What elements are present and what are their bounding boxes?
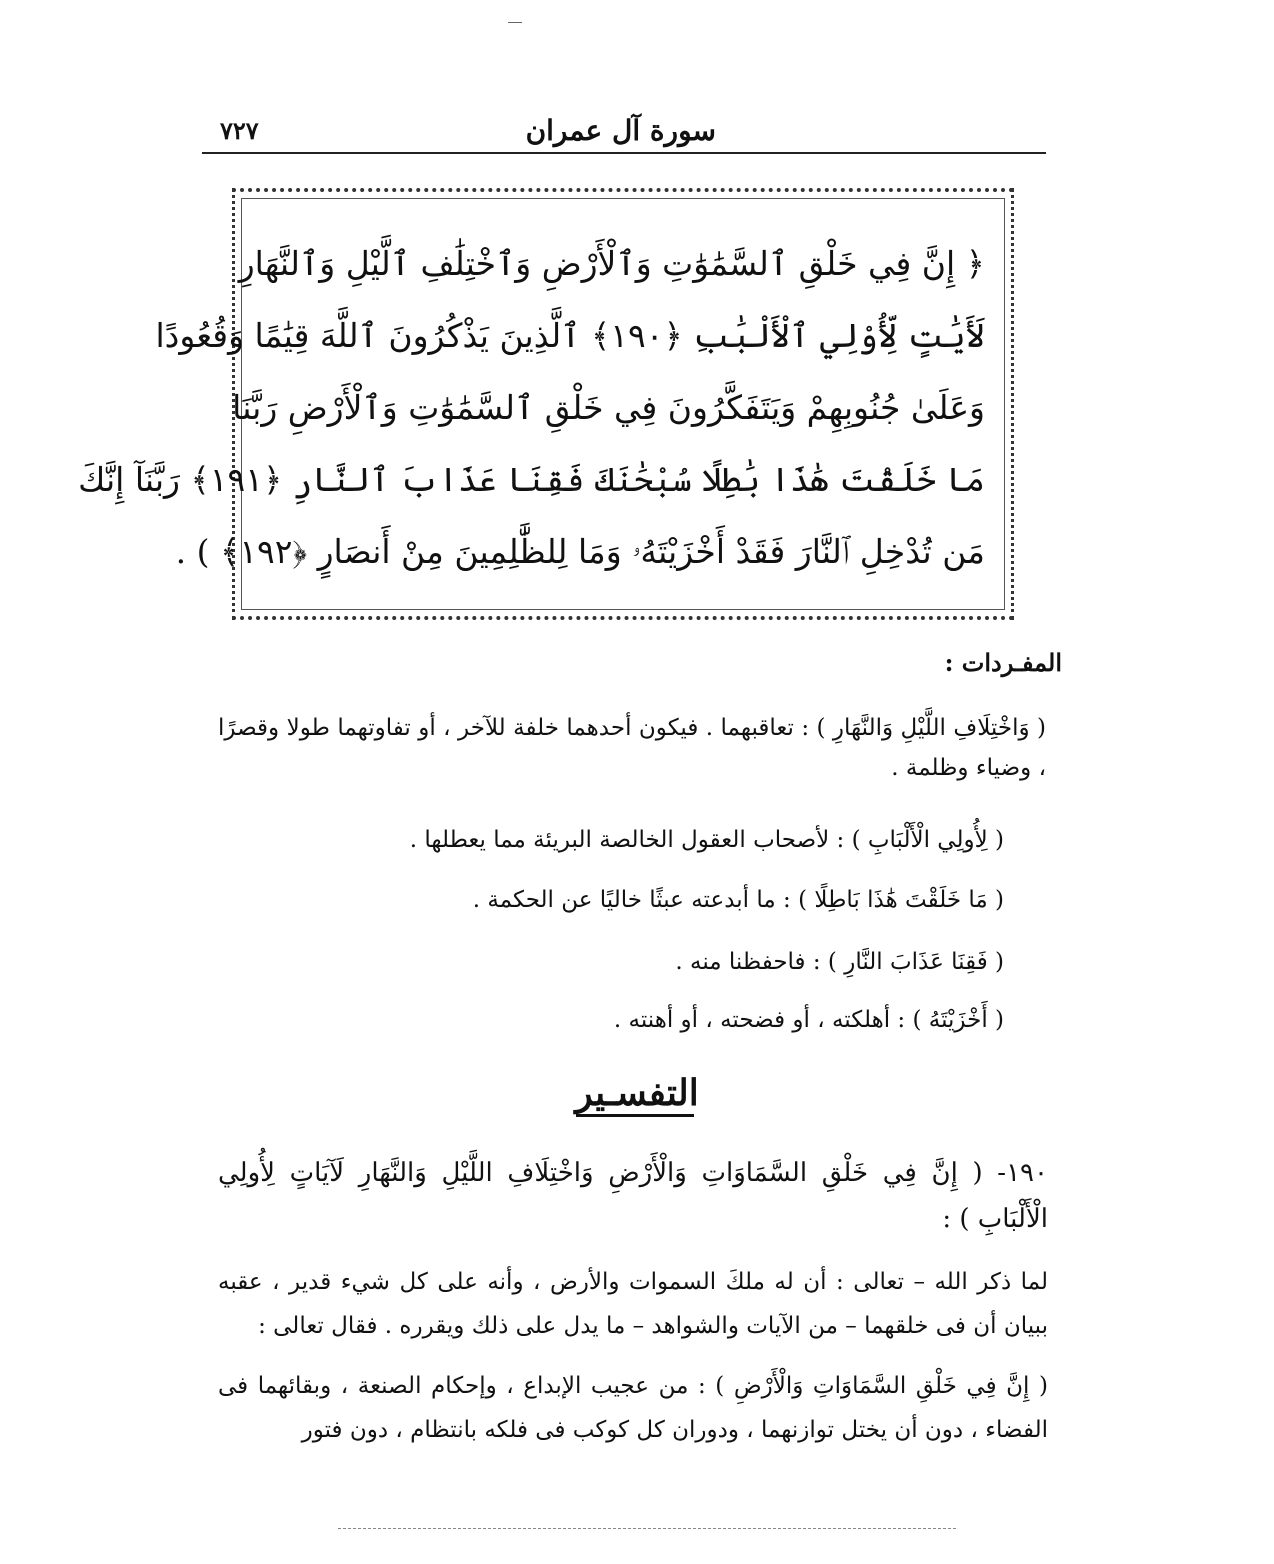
verse-line-3: وَعَلَىٰ جُنُوبِهِمْ وَيَتَفَكَّرُونَ فِي خَلْقِ ٱلسَّمَٰوَٰتِ وَٱلْأَرْضِ رَبَّنَا: [232, 388, 985, 427]
verse-line-2: لَأَيَٰتٍ لِّأُوْلِي ٱلْأَلْبَٰبِ ﴿١٩٠﴾ ٱلَّذِينَ يَذْكُرُونَ ٱللَّهَ قِيَٰمًا وَقُعُودًا: [155, 316, 985, 355]
vocab-entry-1: ( وَاخْتِلَافِ اللَّيْلِ وَالنَّهَارِ ) : تعاقبهما . فيكون أحدهما خلفة للآخر ، أو تفاوتهما طولا وقصرًا ، وضياء وظلمة .: [218, 715, 1046, 781]
vocab-entry-2: ( لِأُولِي الْأَلْبَابِ ) : لأصحاب العقول الخالصة البريئة مما يعطلها .: [409, 827, 1004, 853]
tafsir-paragraph-1: لما ذكر الله – تعالى : أن له ملكَ السموات والأرض ، وأنه على كل شيء قدير ، عقبه ببيان أن فى خلقهما – من الآيات والشواهد – ما يدل على ذلك ويقرره . فقال تعالى :: [218, 1269, 1048, 1339]
vocab-entry-5: ( أَخْزَيْتَهُ ) : أهلكته ، أو فضحته ، أو أهنته .: [613, 1007, 1004, 1033]
tafsir-title: التفسـير: [575, 1072, 699, 1114]
page-number: ٧٢٧: [220, 116, 259, 145]
tafsir-paragraph-2: ( إِنَّ فِي خَلْقِ السَّمَاوَاتِ وَالْأَرْضِ ) : من عجيب الإبداع ، وإحكام الصنعة ، وبقائهما فى الفضاء ، دون أن يختل توازنهما ، ودوران كل كوكب فى فلكه بانتظام ، دون فتور: [218, 1373, 1048, 1443]
tafsir-verse-heading: ١٩٠- ( إِنَّ فِي خَلْقِ السَّمَاوَاتِ وَالْأَرْضِ وَاخْتِلَافِ اللَّيْلِ وَالنَّهَارِ لَآيَاتٍ لِأُولِي الْأَلْبَابِ ) :: [218, 1158, 1048, 1234]
verse-frame: [78, 188, 1014, 620]
tafsir-underline: [576, 1114, 694, 1117]
vocab-heading: المفـردات :: [944, 648, 1062, 677]
vocab-entry-4: ( فَقِنَا عَذَابَ النَّارِ ) : فاحفظنا منه .: [675, 949, 1004, 975]
surah-title: سورة آل عمران: [525, 114, 716, 147]
header-rule: [202, 152, 1046, 154]
page-header: [202, 110, 1046, 154]
scan-mark: [508, 22, 522, 23]
verse-line-4: مَا خَلَقْتَ هَٰذَا بَٰطِلًا سُبْحَٰنَكَ فَقِنَا عَذَابَ ٱلنَّارِ ﴿١٩١﴾ رَبَّنَآ إِنَّكَ: [78, 460, 985, 499]
footer-rule: [338, 1528, 956, 1529]
verse-line-1: ﴿ إِنَّ فِي خَلْقِ ٱلسَّمَٰوَٰتِ وَٱلْأَرْضِ وَٱخْتِلَٰفِ ٱلَّيْلِ وَٱلنَّهَارِ: [238, 244, 985, 283]
vocab-entry-3: ( مَا خَلَقْتَ هَٰذَا بَاطِلًا ) : ما أبدعته عبثًا خاليًا عن الحكمة .: [472, 887, 1004, 913]
verse-line-5: مَن تُدْخِلِ ٱلنَّارَ فَقَدْ أَخْزَيْتَهُۥ وَمَا لِلظَّٰلِمِينَ مِنْ أَنصَارٍ ﴿١٩٢﴾ ) .: [175, 532, 985, 571]
